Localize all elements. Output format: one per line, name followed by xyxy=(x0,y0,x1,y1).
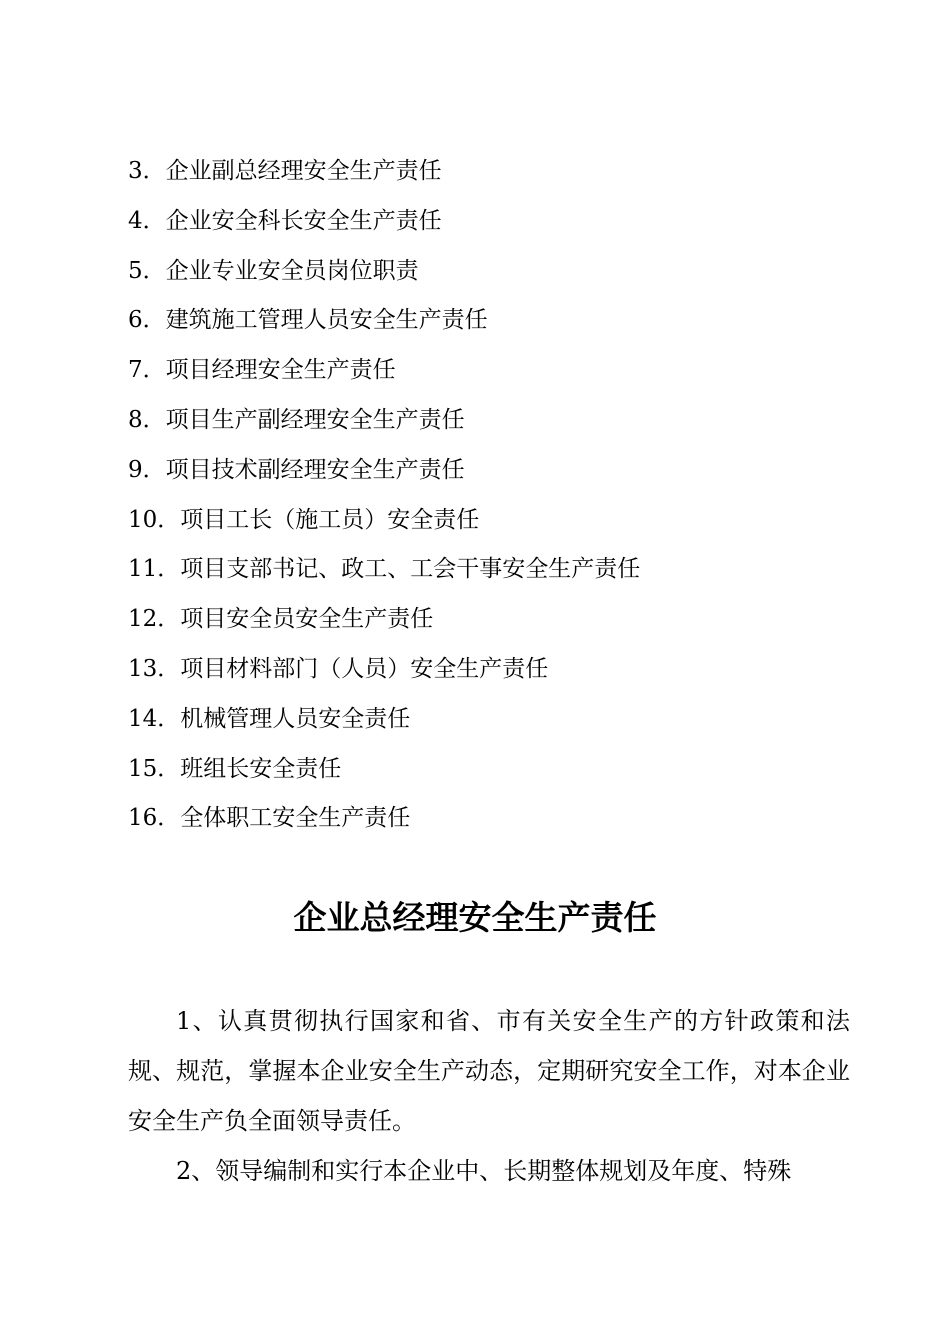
list-item: 12．项目安全员安全生产责任 xyxy=(128,606,434,633)
section-title: 企业总经理安全生产责任 xyxy=(293,898,657,937)
list-item: 15．班组长安全责任 xyxy=(128,755,342,782)
list-item: 16．全体职工安全生产责任 xyxy=(128,805,411,832)
list-item: 9．项目技术副经理安全生产责任 xyxy=(128,456,465,483)
list-item: 7．项目经理安全生产责任 xyxy=(128,357,396,384)
list-item: 5．企业专业安全员岗位职责 xyxy=(128,257,419,284)
paragraph-1: 1、认真贯彻执行国家和省、市有关安全生产的方针政策和法规、规范，掌握本企业安全生产动态，定期研究安全工作，对本企业安全生产负全面领导责任。 xyxy=(128,1007,850,1135)
list-item: 3．企业副总经理安全生产责任 xyxy=(128,158,442,184)
list-item: 10．项目工长（施工员）安全责任 xyxy=(128,506,480,533)
list-item: 11．项目支部书记、政工、工会干事安全生产责任 xyxy=(128,556,641,583)
list-item: 8．项目生产副经理安全生产责任 xyxy=(128,406,465,433)
list-item: 14．机械管理人员安全责任 xyxy=(128,705,411,732)
list-item: 6．建筑施工管理人员安全生产责任 xyxy=(128,307,488,334)
section-body xyxy=(128,996,850,1196)
responsibility-list xyxy=(128,153,848,850)
list-item: 4．企业安全科长安全生产责任 xyxy=(128,207,442,234)
list-item: 13．项目材料部门（人员）安全生产责任 xyxy=(128,655,549,682)
paragraph-2: 2、领导编制和实行本企业中、长期整体规划及年度、特殊 xyxy=(176,1157,792,1185)
